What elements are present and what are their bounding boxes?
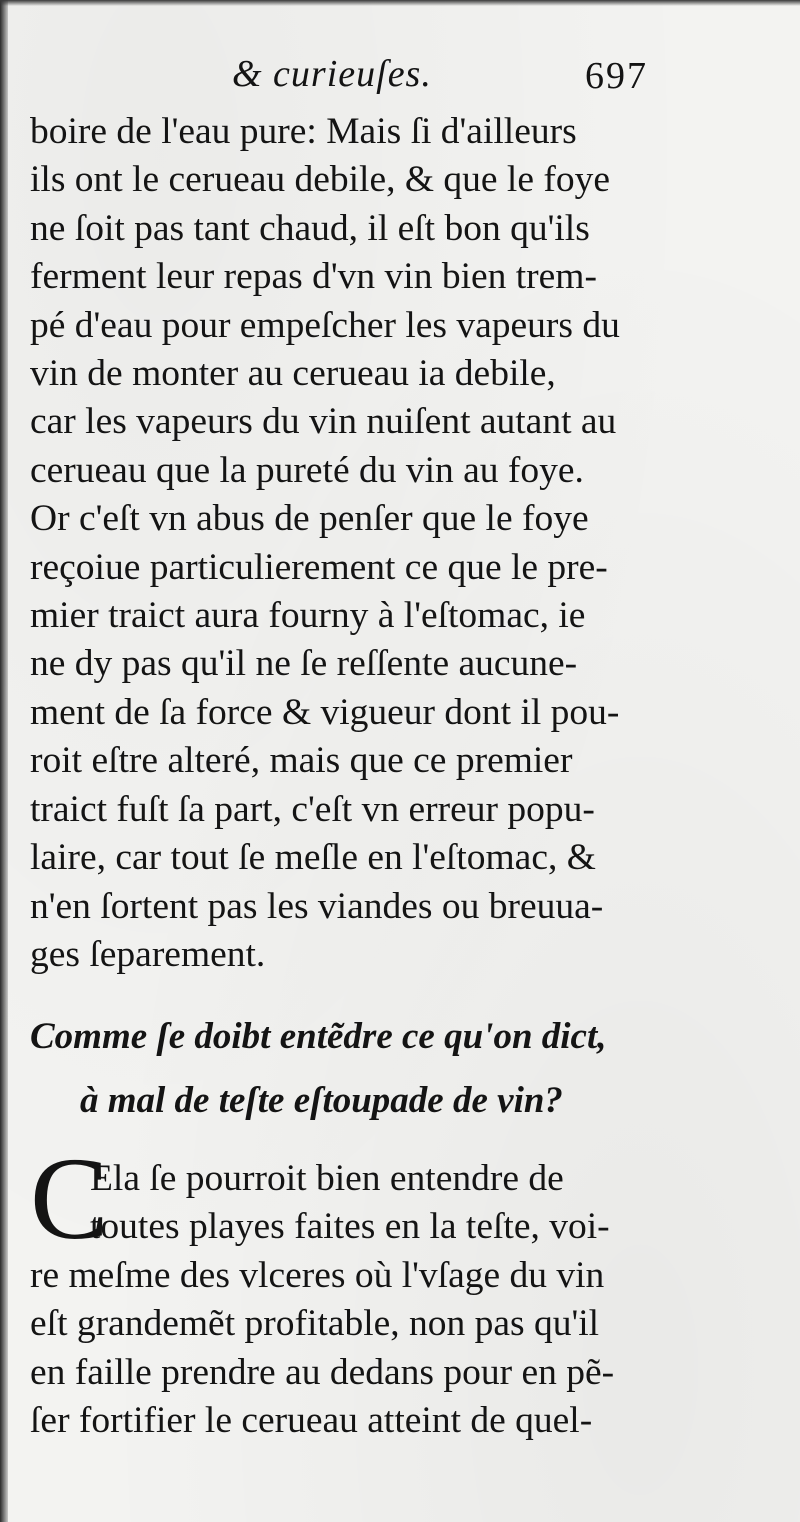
text-line: traict fuſt ſa part, c'eſt vn erreur popu- [30, 788, 595, 830]
text-line: ſer fortifier le cerueau atteint de quel- [30, 1400, 593, 1442]
text-line: en faille prendre au dedans pour en pẽ- [30, 1351, 615, 1393]
text-line: cerueau que la pureté du vin au foye. [30, 449, 584, 491]
text-line: boire de l'eau pure: Mais ſi d'ailleurs [30, 111, 577, 152]
text-line: ment de ſa force & vigueur dont il pou- [30, 691, 620, 733]
text-line: eſt grandemẽt profitable, non pas qu'il [30, 1303, 600, 1345]
text-line: n'en ſortent pas les viandes ou breuua- [30, 885, 604, 927]
text-line: re meſme des vlceres où l'vſage du vin [30, 1254, 605, 1296]
second-paragraph [30, 1133, 670, 1445]
text-line: ges ſeparement. [30, 933, 266, 975]
heading-line-2: à mal de teſte eſtoupade de vin? [80, 1080, 563, 1121]
body-paragraph [30, 108, 660, 979]
text-line: ferment leur repas d'vn vin bien trem- [30, 256, 597, 298]
text-line: mier traict aura fourny à l'eſtomac, ie [30, 595, 586, 637]
page-number: 697 [585, 55, 648, 97]
page-top-shadow [0, 0, 800, 6]
text-line: roit eſtre alteré, mais que ce premier [30, 740, 573, 782]
text-line: ils ont le cerueau debile, & que le foye [30, 159, 610, 201]
text-line: car les vapeurs du vin nuiſent autant au [30, 401, 617, 443]
text-line: pé d'eau pour empeſcher les vapeurs du [30, 304, 620, 346]
running-head: & curieuſes. [232, 53, 432, 95]
heading-line-1: Comme ſe doibt entẽdre ce qu'on dict, [30, 1016, 607, 1057]
page-header [0, 52, 800, 112]
page-binding-shadow [0, 0, 8, 1522]
text-line: ne ſoit pas tant chaud, il eſt bon qu'ils [30, 207, 590, 249]
text-line: ne dy pas qu'il ne ſe reſſente aucune- [30, 643, 578, 685]
text-line: toutes playes faites en la teſte, voi- [90, 1206, 610, 1248]
text-line: vin de monter au cerueau ia debile, [30, 353, 556, 395]
text-line: Ela ſe pourroit bien entendre de [90, 1158, 564, 1199]
text-line: laire, car tout ſe meſle en l'eſtomac, & [30, 837, 596, 879]
section-heading [30, 1005, 670, 1133]
text-line: reçoiue particulierement ce que le pre- [30, 546, 608, 588]
text-line: Or c'eſt vn abus de penſer que le foye [30, 498, 589, 540]
drop-cap: C [30, 1133, 109, 1264]
